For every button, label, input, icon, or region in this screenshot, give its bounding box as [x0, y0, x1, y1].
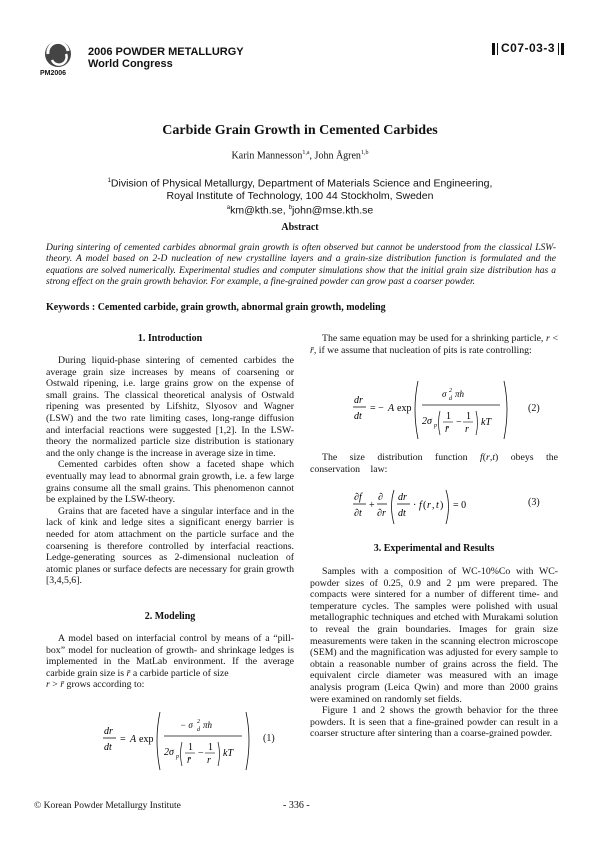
right-distribution [310, 452, 558, 475]
svg-text:2: 2 [197, 719, 200, 725]
svg-text:kT: kT [481, 417, 491, 428]
abstract-heading: Abstract [281, 222, 319, 233]
svg-text:1: 1 [446, 411, 451, 422]
experimental-paragraph-2: Figure 1 and 2 shows the growth behavior for the three powders. It is seen that a fine-grained powder can result in a coarser structure after sintering than a coarse-grained powder. [310, 705, 558, 740]
svg-text:r: r [427, 500, 431, 511]
svg-text:∂: ∂ [378, 492, 383, 503]
svg-text:r: r [465, 424, 469, 435]
abstract-text: During sintering of cemented carbides abnormal grain growth is often observed but cannot be understood from the classical LSW-theory. A model based on 2-D nucleation of new crystalline layers and a grain-size distribution function is formulated and the equations are solved numerically. Experimental studies and computer simulations show that the initial grain size distribution has a strong effect on the grain growth behavior. For example, a fine-grained powder can grow past a coarser powder. [46, 243, 556, 287]
conference-line2: World Congress [88, 58, 173, 70]
svg-text:1: 1 [208, 742, 213, 753]
model-text-1: A model based on interfacial control by means of a “pill-box” model for nucleation of growth- and shrinkage ledges is implemented in the MatLab environment. If the average carbide grain size is [46, 633, 294, 679]
intro-body [46, 355, 294, 587]
svg-text:d: d [449, 396, 452, 402]
svg-text:2σ: 2σ [164, 747, 174, 758]
svg-text:dr: dr [354, 395, 363, 406]
svg-text:2σ: 2σ [422, 416, 432, 427]
svg-text:dr: dr [104, 726, 113, 737]
code-bar-left-thin [497, 43, 498, 55]
author-1-sup: 1,a [302, 150, 310, 156]
equation-1-number: (1) [263, 733, 275, 744]
footer-copyright: © Korean Powder Metallurgy Institute [34, 801, 181, 811]
svg-text:r: r [207, 755, 211, 766]
equation-2 [350, 375, 550, 446]
code-bar-right [561, 43, 564, 55]
email-b-sup: b [288, 204, 292, 211]
svg-text:∂f: ∂f [354, 492, 362, 503]
equation-3 [352, 486, 512, 533]
svg-text:t: t [436, 500, 439, 511]
svg-text:+: + [369, 500, 375, 511]
svg-text:− σ: − σ [180, 720, 193, 730]
aff-line1: Division of Physical Metallurgy, Department of Materials Science and Engineering, [110, 177, 493, 190]
svg-text:−: − [198, 748, 204, 759]
svg-text:exp: exp [139, 734, 154, 745]
svg-text:dr: dr [398, 492, 407, 503]
svg-text:,: , [432, 500, 435, 511]
author-2-sup: 1,b [360, 150, 369, 156]
svg-text:kT: kT [223, 748, 233, 759]
svg-text:= −: = − [370, 403, 384, 414]
svg-text:d: d [197, 727, 200, 733]
svg-text:1: 1 [188, 742, 193, 753]
experimental-body [310, 566, 558, 740]
author-2: , John Ågren [309, 150, 361, 162]
svg-text:=: = [120, 734, 126, 745]
right-intro [310, 333, 558, 356]
right-text-4: obeys the conservation law: [310, 452, 559, 475]
model-text-3: grows according to: [66, 679, 145, 691]
conference-line1: 2006 POWDER METALLURGY [88, 46, 244, 58]
right-text-1: The same equation may be used for a shrinking particle, [322, 333, 544, 344]
svg-text:−: − [456, 417, 462, 428]
svg-text:·: · [413, 500, 417, 511]
svg-text:p: p [434, 423, 437, 429]
aff-line2: Royal Institute of Technology, 100 44 Stockholm, Sweden [166, 189, 434, 202]
svg-text:A: A [130, 734, 137, 745]
page-number: - 336 - [283, 800, 310, 811]
svg-text:f: f [419, 500, 422, 511]
svg-text:1: 1 [466, 411, 471, 422]
experimental-paragraph-1: Samples with a composition of WC-10%Co with WC-powder sizes of 0.25, 0.9 and 2 µm were prepared. The compacts were sintered for a number of different time- and temperature cycles. The samples were polished with usual metallographic techniques and etched with Murakami solution to reveal the grain boundaries. Images for grain size measurements were taken in the scanning electron microscope (SEM) and the magnification was adjusted for every sample to obtain a reasonable number of grains across the field. The equivalent circle diameter was measured with an image analysis program (Leica Qwin) and more than 2000 grains were examined on randomly set fields. [310, 566, 558, 705]
svg-text:p: p [176, 754, 179, 760]
svg-text:(: ( [423, 500, 427, 511]
svg-text:∂r: ∂r [377, 508, 386, 519]
intro-paragraph-2: Cemented carbides often show a faceted shape which eventually may lead to abnormal grain growth, i.e. a few large grains consume all the small grains. This phenomenon cannot be explained by the LSW-theory. [46, 459, 294, 506]
svg-text:dt: dt [104, 742, 112, 753]
experimental-heading: 3. Experimental and Results [373, 543, 495, 554]
svg-text:= 0: = 0 [453, 500, 467, 511]
equation-3-number: (3) [528, 497, 540, 508]
svg-text:dt: dt [398, 508, 406, 519]
svg-text:): ) [440, 500, 444, 511]
right-text-3: The size distribution function [322, 452, 468, 463]
svg-text:2: 2 [449, 388, 452, 394]
svg-text:r̄: r̄ [445, 424, 449, 435]
email-a: km@kth.se, [230, 204, 289, 216]
equation-2-number: (2) [528, 403, 540, 414]
intro-paragraph-3: Grains that are faceted have a singular interface and in the lack of kink and ledge sites a significant energy barrier is needed for atom attachment on the particle surface and the coarsening is therefore controlled by interfacial reactions. Ledge-generating sources as 2-dimensional nucleation of atomic planes or surface defects are necessary for grain growth [3,4,5,6]. [46, 505, 294, 587]
svg-text:exp: exp [397, 403, 412, 414]
code-bar-left [492, 43, 495, 55]
right-paragraph-2: The size distribution function f(r,t) obeys the conservation law: [310, 452, 559, 475]
svg-text:r̄: r̄ [187, 755, 191, 766]
keywords-label: Keywords [46, 302, 90, 313]
aff-sup: 1 [107, 178, 111, 184]
paper-code-text: C07-03-3 [501, 41, 556, 55]
affiliation [0, 175, 600, 216]
email-b: john@mse.kth.se [291, 204, 374, 216]
intro-heading: 1. Introduction [137, 333, 203, 344]
svg-text:πh: πh [203, 720, 213, 730]
svg-text:∂t: ∂t [354, 508, 362, 519]
model-text-2: a carbide particle of size [132, 667, 229, 679]
right-paragraph-1: The same equation may be used for a shrinking particle, r < r̄, if we assume that nucleation of pits is rate controlling: [310, 333, 558, 356]
logo-text: PM2006 [40, 70, 67, 77]
keywords: Keywords : Cemented carbide, grain growth, abnormal grain growth, modeling [46, 302, 386, 313]
model-paragraph-1: A model based on interfacial control by means of a “pill-box” model for nucleation of growth- and shrinkage ledges is implemented in the MatLab environment. If the average carbide grain size is r̄ a carbide particle of size r > r̄ grows according to: [46, 633, 294, 691]
svg-text:A: A [388, 403, 395, 414]
authors [0, 150, 600, 161]
email-a-sup: a [226, 204, 231, 211]
model-heading: 2. Modeling [144, 611, 196, 622]
conference-name [88, 46, 244, 70]
code-bar-right-thin [558, 43, 559, 55]
intro-paragraph-1: During liquid-phase sintering of cemented carbides the average grain size increases by means of coarsening or Ostwald ripening, i.e. large grains grow on the expense of small grains. The classical theoretical analysis of Ostwald ripening was presented by Lifshitz, Slyosov and Wagner (LSW) and the two rate limiting cases, long-range diffusion and interfacial reactions were suggested [1,2]. In the LSW-theory the normalized particle size distribution is stationary and the only change is the increase in average size in time. [46, 355, 294, 459]
keywords-text: Cemented carbide, grain growth, abnormal grain growth, modeling [97, 302, 386, 313]
paper-title: Carbide Grain Growth in Cemented Carbides [162, 123, 438, 138]
svg-text:πh: πh [455, 389, 465, 399]
svg-text:σ: σ [442, 389, 447, 399]
model-body [46, 633, 294, 691]
svg-text:dt: dt [354, 411, 362, 422]
right-text-2: , if we assume that nucleation of pits is rate controlling: [313, 344, 532, 356]
paper-code [492, 41, 564, 55]
author-1: Karin Mannesson [231, 150, 303, 162]
